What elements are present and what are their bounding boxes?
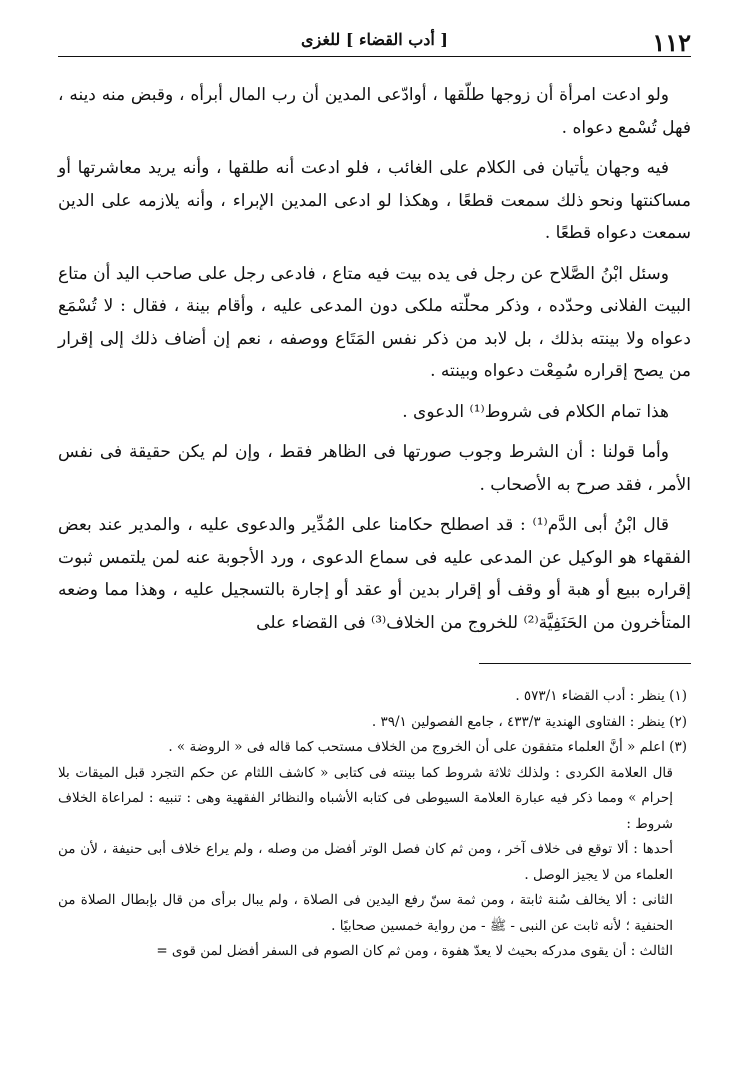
footnote-separator: [479, 663, 691, 664]
page-header: [58, 22, 691, 57]
footnote: (٣) اعلم « أنَّ العلماء متفقون على أن الخروج من الخلاف مستحب كما قاله فى « الروضة » .: [168, 739, 687, 755]
footnote: (٢) ينظر : الفتاوى الهندية ٤٣٣/٣ ، جامع الفصولين ٣٩/١ .: [371, 713, 687, 730]
footnote-continuation: أحدها : ألا توقع فى خلاف آخر ، ومن ثم كان فصل الوتر أفضل من وصله ، ولم يراع خلاف أبى حنيفة ، لأن من العلماء من لا يجيز الوصل .: [58, 841, 673, 883]
running-title: [ أدب القضاء ] للغزى: [301, 30, 448, 49]
footnote-continuation: الثالث : أن يقوى مدركه بحيث لا يعدّ هفوة ، ومن ثم كان الصوم فى السفر أفضل لمن قوى =: [156, 943, 673, 959]
paragraph: قال ابْنُ أبى الدَّم⁽¹⁾ : قد اصطلح حكامنا على المُدِّير والدعوى عليه ، والمدير عند بعض الفقهاء هو الوكيل عن المدعى عليه فى سماع الدعوى ، ورد الأجوبة عنه لمن يلتمس ثبوت إقراره ببيع أو هبة أو وقف أو إقرار بدين أو عقد أو إجارة بالتسجيل عليه ، وهذا مما وضعه المتأخرون من الحَنَفِيَّة⁽²⁾ للخروج من الخلاف⁽³⁾ فى القضاء على: [58, 515, 691, 633]
paragraph: ولو ادعت امرأة أن زوجها طلّقها ، أوادّعى المدين أن رب المال أبرأه ، وقبض منه دينه ، فهل تُسْمع دعواه .: [58, 85, 691, 138]
paragraph: هذا تمام الكلام فى شروط⁽¹⁾ الدعوى .: [402, 401, 669, 422]
footnote: (١) ينظر : أدب القضاء ٥٧٣/١ .: [515, 688, 687, 704]
footnotes: [58, 684, 691, 965]
paragraph: فيه وجهان يأتيان فى الكلام على الغائب ، فلو ادعت أنه طلقها ، وأنه يريد معاشرتها أو مساكنتها ونحو ذلك سمعت قطعًا ، وهكذا لو ادعى المدين الإبراء ، وأنه يلازمه على الدين سمعت دعواه قطعًا .: [58, 158, 691, 243]
footnote-continuation: قال العلامة الكردى : ولذلك ثلاثة شروط كما بينته فى كتابى « كاشف اللثام عن حكم التجرد قبل الميقات بلا إحرام » ومما ذكر فيه عبارة العلامة السيوطى فى كتابه الأشباه والنظائر الفقهية وهى : تنبيه : لمراعاة الخلاف شروط :: [58, 764, 673, 832]
page-number: ١١٢: [652, 28, 691, 57]
paragraph: وسئل ابْنُ الصَّلاح عن رجل فى يده بيت فيه متاع ، فادعى رجل على صاحب اليد أن متاع البيت الفلانى وحدّده ، وذكر محلّته ملكى دون المدعى عليه ، وأقام بينة ، فقال : لا تُسْمَع دعواه ولا بينته بذلك ، بل لابد من ذكر نفس المَتَاع ووصفه ، نعم إن أضاف ذلك إلى إقرار من يصح إقراره سُمِعْت دعواه وبينته .: [58, 263, 691, 381]
paragraph: وأما قولنا : أن الشرط وجوب صورتها فى الظاهر فقط ، وإن لم يكن حقيقة فى نفس الأمر ، فقد صرح به الأصحاب .: [58, 442, 691, 495]
footnote-continuation: الثانى : ألا يخالف سُنة ثابتة ، ومن ثمة سنّ رفع اليدين فى الصلاة ، ولم يبال برأى من قال بإبطال الصلاة من الحنفية ؛ لأنه ثابت عن النبى - ﷺ - من رواية خمسين صحابيًا .: [58, 892, 673, 934]
main-text: [58, 79, 691, 639]
